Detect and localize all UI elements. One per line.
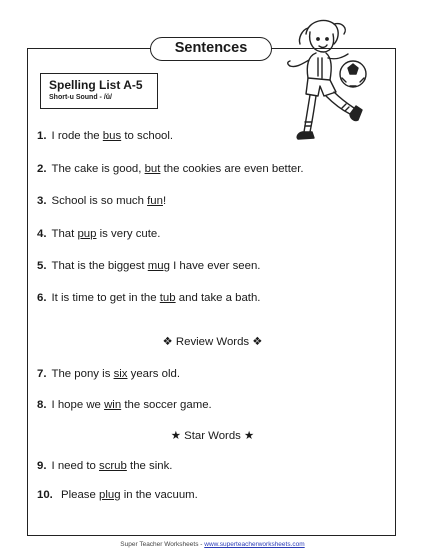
sentence-text-before: That is the biggest <box>51 260 148 272</box>
spelling-list-box <box>40 73 158 109</box>
sentence-text-before: I need to <box>51 460 99 472</box>
sentence-text-before: The cake is good, <box>51 163 145 175</box>
spelling-list-subtitle: Short-u Sound - /ŭ/ <box>49 94 112 101</box>
sentence-5 <box>37 259 260 273</box>
review-words-heading: ❖ Review Words ❖ <box>162 336 263 348</box>
spelling-word: six <box>113 368 128 380</box>
spelling-word: pup <box>77 228 97 240</box>
spelling-word: scrub <box>99 460 127 472</box>
sentence-4 <box>37 227 160 241</box>
sentence-text-before: It is time to get in the <box>51 292 160 304</box>
star-words-heading: ★ Star Words ★ <box>170 430 255 442</box>
spelling-word: bus <box>102 130 122 142</box>
soccer-girl-illustration <box>278 12 378 157</box>
sentence-9 <box>37 459 172 473</box>
footer-link[interactable]: www.superteacherworksheets.com <box>204 541 305 548</box>
sentence-text-before: School is so much <box>51 195 148 207</box>
spelling-word: mug <box>147 260 170 272</box>
sentence-number: 10. <box>37 489 53 501</box>
sentence-number: 5. <box>37 260 47 272</box>
spelling-word: but <box>144 163 161 175</box>
sentence-text-before: That <box>51 228 78 240</box>
sentence-text-after: and take a bath. <box>175 292 261 304</box>
sentence-text-before: Please <box>57 489 100 501</box>
footer <box>0 541 425 549</box>
sentence-text-before: I rode the <box>51 130 103 142</box>
sentence-number: 6. <box>37 292 47 304</box>
sentence-text-after: the cookies are even better. <box>160 163 304 175</box>
spelling-word: tub <box>159 292 176 304</box>
sentence-6 <box>37 291 260 305</box>
sentence-text-before: I hope we <box>51 399 105 411</box>
worksheet-title: Sentences <box>150 37 272 61</box>
sentence-number: 3. <box>37 195 47 207</box>
sentence-text-after: I have ever seen. <box>169 260 261 272</box>
sentence-text-after: years old. <box>127 368 181 380</box>
sentence-text-after: ! <box>162 195 167 207</box>
sentence-1 <box>37 129 173 143</box>
footer-text: Super Teacher Worksheets - <box>120 541 205 548</box>
sentence-2 <box>37 162 304 176</box>
spelling-word: plug <box>99 489 121 501</box>
sentence-text-after: in the vacuum. <box>120 489 198 501</box>
sentence-number: 1. <box>37 130 47 142</box>
sentence-text-after: the sink. <box>126 460 173 472</box>
sentence-text-after: to school. <box>121 130 174 142</box>
sentence-text-after: is very cute. <box>96 228 161 240</box>
sentence-number: 9. <box>37 460 47 472</box>
spelling-list-title: Spelling List A-5 <box>49 78 143 92</box>
sentence-number: 7. <box>37 368 47 380</box>
sentence-number: 2. <box>37 163 47 175</box>
sentence-10 <box>37 488 198 502</box>
sentence-8 <box>37 398 212 412</box>
sentence-number: 4. <box>37 228 47 240</box>
sentence-number: 8. <box>37 399 47 411</box>
sentence-3 <box>37 194 166 208</box>
sentence-7 <box>37 367 180 381</box>
spelling-word: win <box>104 399 122 411</box>
sentence-text-before: The pony is <box>51 368 114 380</box>
sentence-text-after: the soccer game. <box>121 399 212 411</box>
spelling-word: fun <box>147 195 163 207</box>
